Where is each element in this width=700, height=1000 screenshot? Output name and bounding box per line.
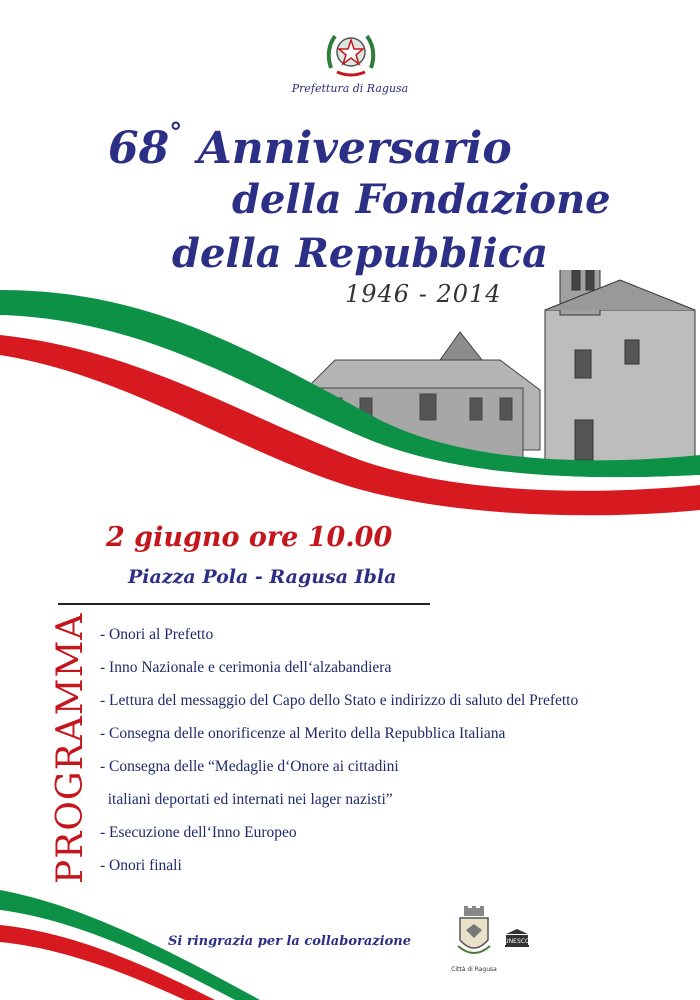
anniversary-number: 68	[108, 123, 170, 174]
title-line-2: della Fondazione	[232, 176, 611, 223]
event-place: Piazza Pola - Ragusa Ibla	[128, 566, 397, 588]
anniversary-word: Anniversario	[197, 123, 512, 174]
program-item: - Esecuzione dell‘Inno Europeo	[100, 824, 297, 841]
tricolour-bands-with-buildings	[0, 270, 700, 520]
program-item: - Onori al Prefetto	[100, 626, 214, 643]
program-item: - Consegna delle “Medaglie d‘Onore ai cittadini	[100, 758, 399, 775]
program-item: - Consegna delle onorificenze al Merito della Repubblica Italiana	[100, 725, 506, 742]
thanks-label: Si ringrazia per la collaborazione	[168, 934, 411, 949]
crest-label: Città di Ragusa	[451, 966, 497, 973]
program-list	[100, 624, 690, 888]
citta-di-ragusa-crest-icon	[454, 906, 494, 964]
unesco-logo-icon	[504, 928, 530, 948]
prefettura-label: Prefettura di Ragusa	[291, 82, 409, 95]
program-item-continuation: italiani deportati ed internati nei lager nazisti”	[100, 791, 393, 808]
program-item: - Inno Nazionale e cerimonia dell‘alzabandiera	[100, 659, 392, 676]
divider-line	[58, 603, 430, 605]
years-label: 1946 - 2014	[345, 280, 502, 308]
cathedral-building-icon	[545, 270, 695, 470]
title-line-3: della Repubblica	[172, 230, 548, 277]
degree-sign: °	[169, 118, 183, 148]
program-item: - Onori finali	[100, 857, 182, 874]
italian-republic-emblem-icon	[323, 26, 379, 82]
programma-label: PROGRAMMA	[50, 612, 91, 884]
title-line-1	[108, 118, 512, 174]
event-date: 2 giugno ore 10.00	[106, 522, 393, 553]
unesco-text: UNESCO	[504, 938, 530, 945]
program-item: - Lettura del messaggio del Capo dello Stato e indirizzo di saluto del Prefetto	[100, 692, 579, 709]
